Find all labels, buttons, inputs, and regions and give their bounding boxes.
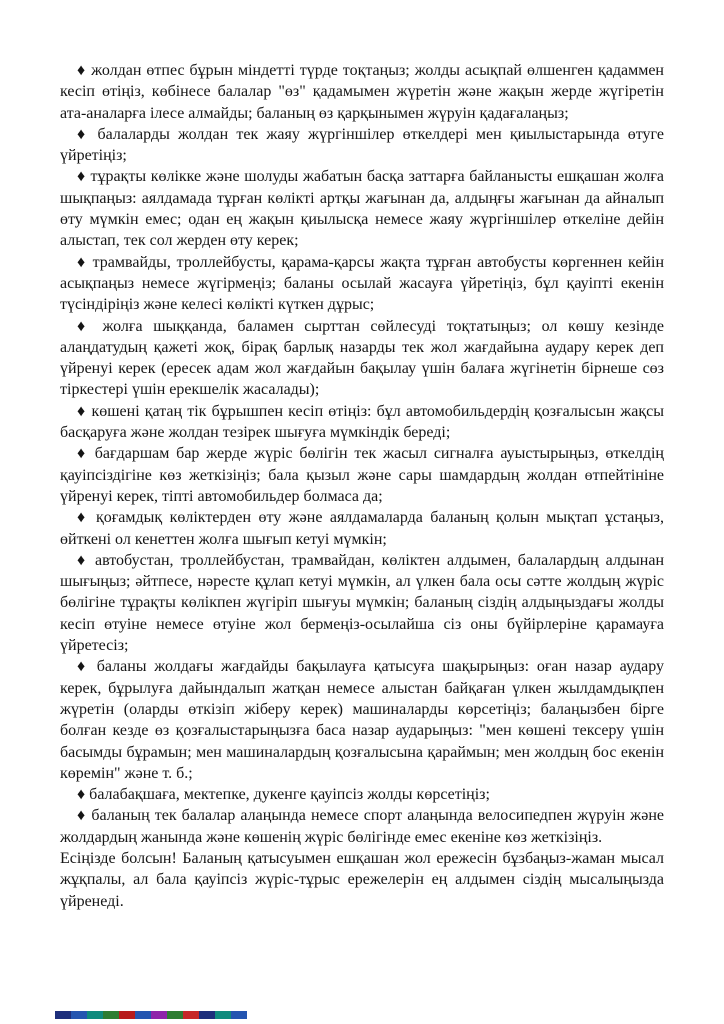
paragraph-text: балабақшаға, мектепке, дукенге қауіпсіз жолды көрсетіңіз;	[89, 786, 490, 804]
diamond-bullet-icon: ♦	[77, 509, 96, 527]
diamond-bullet-icon: ♦	[77, 807, 92, 825]
paragraph	[60, 166, 664, 251]
footer-strip-segment	[87, 1011, 103, 1019]
diamond-bullet-icon: ♦	[77, 402, 92, 420]
text-block	[60, 60, 664, 912]
paragraph	[60, 316, 664, 401]
paragraph	[60, 550, 664, 656]
diamond-bullet-icon: ♦	[77, 317, 103, 335]
paragraph-text: баланы жолдағы жағдайды бақылауға қатысуға шақырыңыз: оған назар аудару керек, бұрылуға дайындалып жатқан немесе алыстан байқаған үлкен жылдамдықпен жүретін (оларды өткізіп жіберу керек) машиналарды көрсетіңіз; балаңызбен бірге болған кезде өз қозғалыстарыңызға баса назар аударыңыз: "мен көшені тексеру үшін басымды бұрамын; мен машиналардың қозғалысына қараймын; мен жолдың бос екенін көремін" және т. б.;	[60, 658, 664, 782]
footer-strip-segment	[199, 1011, 215, 1019]
paragraph-text: көшені қатаң тік бұрышпен кесіп өтіңіз: бұл автомобильдердің қозғалысын жақсы басқаруға және жолдан тезірек шығуға мүмкіндік береді;	[60, 402, 664, 442]
diamond-bullet-icon: ♦	[77, 168, 91, 186]
footer-strip-segment	[151, 1011, 167, 1019]
footer-strip-segment	[135, 1011, 151, 1019]
paragraph	[60, 60, 664, 124]
paragraph	[60, 124, 664, 167]
paragraph-text: тұрақты көлікке және шолуды жабатын басқа заттарға байланысты ешқашан жолға шықпаңыз: аялдамада тұрған көлікті артқы жағынан да, алдыңғы жағынан да айналып өту мүмкін емес; одан ең жақын қиылысқа немесе жаяу жүргіншілер өткеліне дейін алыстап, тек сол жерден өту керек;	[60, 168, 664, 250]
footer-strip-segment	[71, 1011, 87, 1019]
paragraph-text: баланың тек балалар алаңында немесе спорт алаңында велосипедпен жүруін және жолдардың жанында және көшенің жүріс бөлігінде емес екеніне көз жеткізіңіз.	[60, 807, 664, 846]
paragraph	[60, 848, 664, 912]
diamond-bullet-icon: ♦	[77, 445, 95, 463]
paragraph-text: қоғамдық көліктерден өту және аялдамаларда баланың қолын мықтап ұстаңыз, өйткені ол кенеттен жолға шығып кетуі мүмкін;	[60, 509, 665, 548]
diamond-bullet-icon: ♦	[77, 658, 97, 676]
diamond-bullet-icon: ♦	[77, 125, 98, 143]
footer-strip-segment	[215, 1011, 231, 1019]
footer-strip-segment	[231, 1011, 247, 1019]
footer-strip-segment	[103, 1011, 119, 1019]
paragraph	[60, 784, 664, 805]
diamond-bullet-icon: ♦	[77, 786, 90, 804]
paragraph-text: автобустан, троллейбустан, трамвайдан, көліктен алдымен, балалардың алдынан шығыңыз; әйтпесе, нәресте құлап кетуі мүмкін, ал үлкен бала осы сәтте жолдың жүріс бөлігіне тұрақты көлікпен жүгіріп шығуы мүмкін; баланың сіздің алдыңыздағы жолды кесіп өтуіне немесе өтуіне жол бермеңіз-осылайша сіз оны бүйірлеріне қарамауға үйретесіз;	[60, 551, 664, 655]
paragraph	[60, 443, 664, 507]
paragraph	[60, 252, 664, 316]
diamond-bullet-icon: ♦	[77, 62, 92, 79]
diamond-bullet-icon: ♦	[77, 551, 96, 569]
footer-strip-segment	[183, 1011, 199, 1019]
paragraph-text: жолдан өтпес бұрын міндетті түрде тоқтаңыз; жолды асықпай өлшенген қадаммен кесіп өтіңіз, көбінесе балалар "өз" қадамымен жүретін және жақын жерде жүгіретін ата-аналарға ілесе алмайды; баланың өз қарқынымен жүруін қадағалаңыз;	[60, 62, 664, 122]
footer-strip-segment	[55, 1011, 71, 1019]
paragraph	[60, 401, 664, 444]
footer-color-strip	[55, 1011, 247, 1019]
footer-strip-segment	[119, 1011, 135, 1019]
paragraph	[60, 805, 664, 848]
paragraph	[60, 507, 664, 550]
paragraph-text: трамвайды, троллейбусты, қарама-қарсы жақта тұрған автобусты көргеннен кейін асықпаңыз немесе жүгірмеңіз; баланы осылай жасауға үйретіңіз, бұл қауіпті екенін түсіндіріңіз және келесі көлікті күткен дұрыс;	[60, 253, 664, 314]
paragraph-text: балаларды жолдан тек жаяу жүргіншілер өткелдері мен қиылыстарында өтуге үйретіңіз;	[60, 125, 664, 165]
paragraph-text: жолға шыққанда, баламен сырттан сөйлесуді тоқтатыңыз; ол көшу кезінде алаңдатудың қажеті жоқ, бірақ барлық назарды тек жол жағдайына аудару керек деп үйренуі керек (ересек адам жол жағдайын бақылау үшін балаға жүгінетін бірнеше сөз тіркестері үшін ерекшелік жасалады);	[60, 317, 664, 399]
paragraph	[60, 656, 664, 784]
paragraph-text: бағдаршам бар жерде жүріс бөлігін тек жасыл сигналға ауыстырыңыз, өткелдің қауіпсіздігіне көз жеткізіңіз; бала қызыл және сары шамдардың жолдан өтпейтініне үйренуі керек, тіпті автомобильдер болмаса да;	[60, 445, 664, 505]
footer-strip-segment	[167, 1011, 183, 1019]
diamond-bullet-icon: ♦	[77, 253, 93, 271]
paragraph-text: Есіңізде болсын! Баланың қатысуымен ешқашан жол ережесін бұзбаңыз-жаман мысал жұқпалы, ал бала қауіпсіз жүріс-тұрыс ережелерін ең алдымен сіздің мысалыңызда үйренеді.	[60, 849, 664, 910]
